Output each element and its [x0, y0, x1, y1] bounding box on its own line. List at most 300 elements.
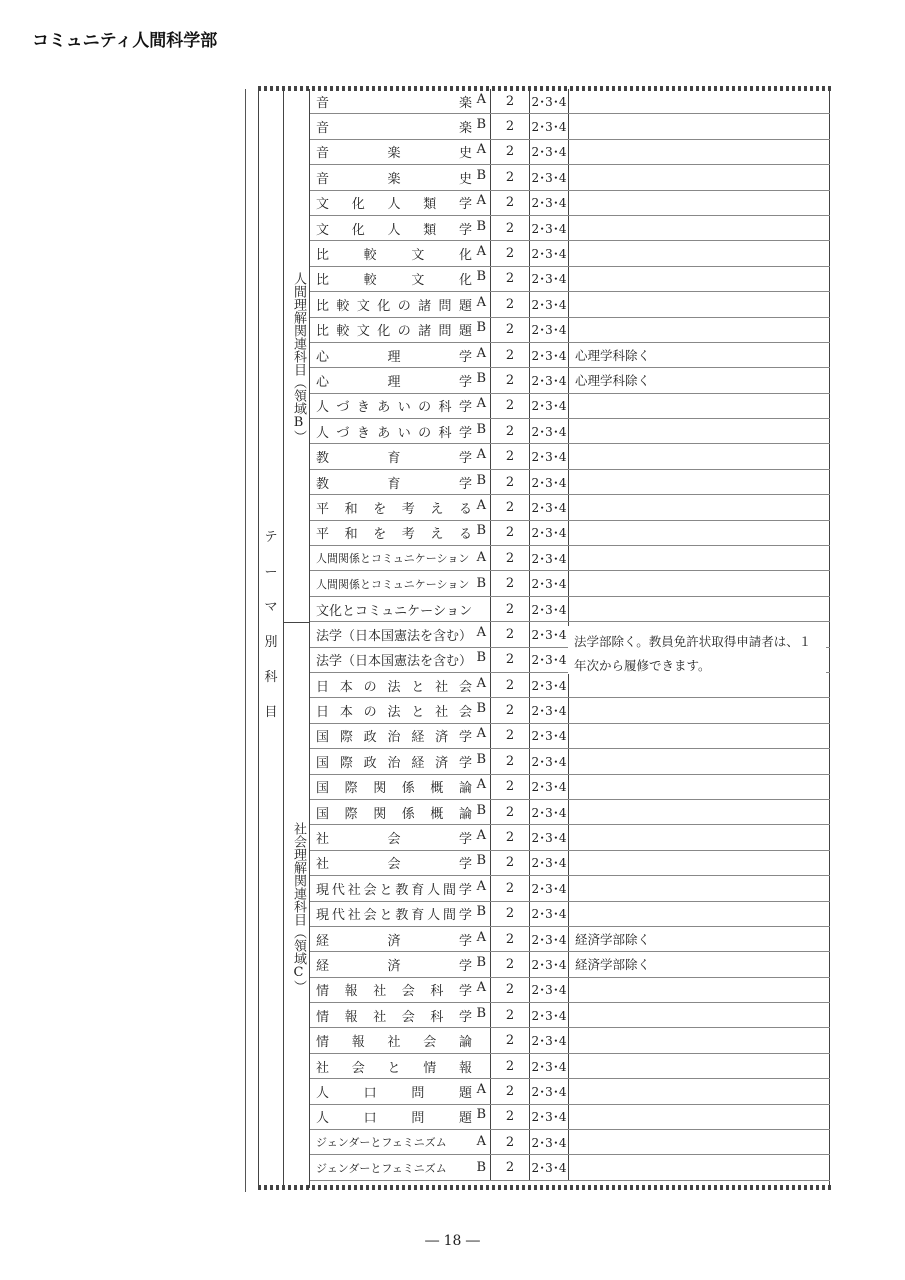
table-row: [310, 902, 830, 927]
course-name-part: 政: [363, 755, 377, 771]
note-cell: [568, 546, 830, 570]
years-cell: 2･3･4: [529, 622, 568, 646]
course-name-part: 会: [458, 705, 472, 721]
course-suffix: A: [476, 91, 486, 107]
table-row: [310, 1028, 830, 1053]
credits-cell: 2: [490, 191, 529, 215]
course-name-cell: [310, 1003, 490, 1027]
course-name-part: 際: [344, 781, 358, 797]
note-cell: [568, 470, 830, 494]
course-name-cell: [310, 267, 490, 291]
years-cell: 2･3･4: [529, 267, 568, 291]
credits-cell: 2: [490, 546, 529, 570]
course-name-part: 間: [443, 882, 457, 898]
table-row: [310, 444, 830, 469]
course-name-part: 較: [363, 248, 377, 264]
note-cell: [568, 571, 830, 595]
years-cell: 2･3･4: [529, 978, 568, 1002]
course-name-part: 学: [458, 476, 472, 492]
years-cell: 2･3･4: [529, 140, 568, 164]
years-cell: 2･3･4: [529, 902, 568, 926]
course-name-cell: [310, 140, 490, 164]
course-name-part: 比: [316, 248, 330, 264]
course-name-part: 題: [458, 324, 472, 340]
years-cell: 2･3･4: [529, 318, 568, 342]
course-suffix: B: [476, 904, 486, 920]
course-suffix: [472, 600, 486, 619]
table-row: [310, 749, 830, 774]
course-suffix: A: [476, 929, 486, 945]
course-suffix: B: [476, 523, 486, 539]
course-name-part: 教: [316, 451, 330, 467]
years-cell: 2･3･4: [529, 368, 568, 392]
note-cell: [568, 1054, 830, 1078]
course-name-part: 題: [458, 1085, 472, 1101]
course-name-part: 際: [339, 730, 353, 746]
course-name-part: の: [363, 705, 377, 721]
course-suffix: B: [476, 472, 486, 488]
course-suffix: A: [476, 777, 486, 793]
course-name-part: 経: [316, 958, 330, 974]
course-name-part: 社: [316, 1060, 330, 1076]
course-name-part: 学: [458, 933, 472, 949]
course-name-part: 日: [316, 705, 330, 721]
course-suffix: B: [476, 701, 486, 717]
course-name-cell: [310, 241, 490, 265]
course-name-part: 楽: [458, 121, 472, 137]
years-cell: 2･3･4: [529, 1028, 568, 1052]
theme-subjects-label: [259, 530, 283, 740]
credits-cell: 2: [490, 267, 529, 291]
course-name-cell: [310, 775, 490, 799]
course-name-part: 関: [373, 806, 387, 822]
group-b-label: 人間理解関連科目（領域B）: [291, 272, 306, 443]
table-row: [310, 775, 830, 800]
table-row: [310, 216, 830, 241]
years-cell: 2･3･4: [529, 851, 568, 875]
credits-cell: 2: [490, 698, 529, 722]
course-name-part: 楽: [387, 171, 401, 187]
course-name-part: ュ: [381, 603, 395, 619]
course-name-cell: [310, 1054, 490, 1078]
course-name-part: 問: [438, 298, 452, 314]
table-row: [310, 521, 830, 546]
years-cell: 2･3･4: [529, 648, 568, 672]
course-suffix: B: [476, 853, 486, 869]
note-cell: [568, 140, 830, 164]
course-name-part: 育: [411, 882, 425, 898]
table-row: [310, 495, 830, 520]
course-name-part: 口: [363, 1111, 377, 1127]
note-cell: [568, 825, 830, 849]
course-name-part: 本: [339, 705, 353, 721]
course-name-part: 情: [423, 1060, 437, 1076]
course-name-part: 人: [316, 400, 330, 416]
theme-label-char: マ: [264, 600, 278, 615]
course-name-part: 社: [316, 832, 330, 848]
years-cell: 2･3･4: [529, 495, 568, 519]
course-name-part: 類: [423, 222, 437, 238]
note-cell: 心理学科除く: [568, 368, 830, 392]
course-name-part: 学: [458, 222, 472, 238]
course-name-part: る: [458, 527, 472, 543]
course-name-part: 現: [316, 882, 330, 898]
years-cell: 2･3･4: [529, 191, 568, 215]
course-name-part: 社: [373, 1009, 387, 1025]
theme-column-divider: [283, 89, 284, 1188]
course-name-part: 学: [458, 857, 472, 873]
years-cell: 2･3･4: [529, 343, 568, 367]
years-cell: 2･3･4: [529, 444, 568, 468]
years-cell: 2･3･4: [529, 800, 568, 824]
course-suffix: A: [476, 828, 486, 844]
note-cell: [568, 216, 830, 240]
course-name-part: 科: [430, 1009, 444, 1025]
credits-cell: 2: [490, 673, 529, 697]
table-row: [310, 1054, 830, 1079]
course-name-cell: [310, 673, 490, 697]
course-name-part: コ: [355, 603, 369, 619]
course-name-part: 較: [336, 324, 350, 340]
course-name-part: 人: [387, 222, 401, 238]
table-row: [310, 800, 830, 825]
table-row: [310, 978, 830, 1003]
course-name-cell: [310, 343, 490, 367]
course-suffix: B: [476, 117, 486, 133]
course-name-part: 人: [316, 425, 330, 441]
course-name-part: 学: [458, 400, 472, 416]
course-name-part: 係: [401, 806, 415, 822]
course-name-cell: [310, 89, 490, 113]
course-name-part: ケ: [407, 603, 421, 619]
note-cell: [568, 902, 830, 926]
course-name-part: 化: [351, 222, 365, 238]
course-suffix: A: [476, 878, 486, 894]
table-row: [310, 597, 830, 622]
table-row: [310, 851, 830, 876]
course-name-cell: [310, 978, 490, 1002]
note-cell: [568, 1105, 830, 1129]
merged-note-law: 法学部除く。教員免許状取得申請者は、１年次から履修できます。: [568, 626, 826, 674]
note-cell: [568, 267, 830, 291]
note-cell: [568, 394, 830, 418]
note-cell: [568, 165, 830, 189]
theme-label-char: 科: [264, 670, 278, 685]
table-row: [310, 394, 830, 419]
note-cell: [568, 876, 830, 900]
course-suffix: A: [476, 447, 486, 463]
course-name-part: 文: [316, 603, 330, 619]
course-name-part: 人: [316, 1085, 330, 1101]
course-name-part: 諸: [418, 298, 432, 314]
note-cell: [568, 800, 830, 824]
years-cell: 2･3･4: [529, 952, 568, 976]
note-cell: 経済学部除く: [568, 927, 830, 951]
course-name-part: 会: [363, 908, 377, 924]
course-name-part: 国: [316, 806, 330, 822]
course-name-part: 社: [435, 679, 449, 695]
course-name-part: 音: [316, 171, 330, 187]
table-row: [310, 470, 830, 495]
course-name-part: 化: [351, 197, 365, 213]
course-suffix: B: [476, 1107, 486, 1123]
course-name-part: き: [356, 400, 370, 416]
course-suffix: A: [476, 675, 486, 691]
course-name-part: 論: [458, 1035, 472, 1051]
course-name-part: ミ: [368, 603, 382, 619]
years-cell: 2･3･4: [529, 825, 568, 849]
course-suffix: A: [476, 497, 486, 513]
course-name-part: 文: [356, 298, 370, 314]
course-name-part: 心: [316, 374, 330, 390]
years-cell: 2･3･4: [529, 1155, 568, 1179]
course-name-cell: [310, 902, 490, 926]
page-title: コミュニティ人間科学部: [32, 31, 218, 51]
course-name-part: 代: [331, 882, 345, 898]
course-name-cell: [310, 825, 490, 849]
course-name-cell: [310, 394, 490, 418]
course-name-part: 社: [435, 705, 449, 721]
years-cell: 2･3･4: [529, 1105, 568, 1129]
table-row: [310, 1155, 830, 1180]
note-cell: [568, 1079, 830, 1103]
course-name-part: の: [418, 400, 432, 416]
credits-cell: 2: [490, 1155, 529, 1179]
course-name-part: 報: [458, 1060, 472, 1076]
table-row: [310, 952, 830, 977]
course-name-part: 概: [430, 806, 444, 822]
years-cell: 2･3･4: [529, 571, 568, 595]
credits-cell: 2: [490, 648, 529, 672]
note-cell: [568, 749, 830, 773]
course-name-part: 報: [351, 1035, 365, 1051]
course-name-part: 学: [458, 349, 472, 365]
course-name-part: 学: [458, 832, 472, 848]
table-row: [310, 571, 830, 596]
course-name-part: 学: [458, 197, 472, 213]
credits-cell: 2: [490, 927, 529, 951]
credits-cell: 2: [490, 495, 529, 519]
course-suffix: A: [476, 550, 486, 566]
course-name-part: 考: [401, 501, 415, 517]
course-suffix: B: [476, 167, 486, 183]
course-name-part: ジェンダーとフェミニズム: [316, 1136, 447, 1150]
course-name-part: 会: [401, 1009, 415, 1025]
note-cell: [568, 1028, 830, 1052]
course-name-part: 会: [387, 832, 401, 848]
course-name-part: 本: [339, 679, 353, 695]
course-name-cell: [310, 521, 490, 545]
credits-cell: 2: [490, 165, 529, 189]
course-name-part: 学: [458, 882, 472, 898]
course-suffix: B: [476, 370, 486, 386]
course-name-part: 係: [401, 781, 415, 797]
course-name-cell: [310, 368, 490, 392]
table-row: [310, 292, 830, 317]
course-name-part: 現: [316, 908, 330, 924]
course-name-cell: [310, 622, 490, 646]
course-name-part: 会: [387, 857, 401, 873]
years-cell: 2･3･4: [529, 673, 568, 697]
course-suffix: A: [476, 726, 486, 742]
credits-cell: 2: [490, 216, 529, 240]
table-row: [310, 876, 830, 901]
note-cell: [568, 444, 830, 468]
course-name-part: づ: [336, 425, 350, 441]
course-name-part: 経: [411, 730, 425, 746]
table-row: [310, 343, 830, 368]
course-name-part: 会: [401, 984, 415, 1000]
course-name-part: ョ: [446, 603, 460, 619]
course-name-part: 政: [363, 730, 377, 746]
course-name-part: を: [373, 501, 387, 517]
course-name-part: 化: [377, 324, 391, 340]
note-cell: [568, 1155, 830, 1179]
course-name-cell: [310, 1155, 490, 1179]
course-name-part: 化: [458, 273, 472, 289]
note-cell: [568, 419, 830, 443]
years-cell: 2･3･4: [529, 546, 568, 570]
course-name-part: と: [387, 1060, 401, 1076]
course-name-cell: [310, 444, 490, 468]
course-suffix: A: [476, 396, 486, 412]
left-margin-rule: [245, 89, 246, 1192]
table-row: [310, 368, 830, 393]
course-suffix: [472, 1031, 486, 1050]
course-name-cell: [310, 1028, 490, 1052]
course-name-part: 科: [430, 984, 444, 1000]
course-name-part: 国: [316, 730, 330, 746]
note-cell: [568, 114, 830, 138]
course-name-part: 代: [331, 908, 345, 924]
course-name-cell: [310, 1079, 490, 1103]
course-name-part: 比: [316, 298, 330, 314]
theme-label-char: 目: [264, 705, 278, 720]
course-name-part: 口: [363, 1085, 377, 1101]
course-name-part: 報: [344, 984, 358, 1000]
course-name-part: 考: [401, 527, 415, 543]
course-name-cell: [310, 1105, 490, 1129]
course-name-part: 育: [411, 908, 425, 924]
years-cell: 2･3･4: [529, 89, 568, 113]
course-name-part: あ: [377, 425, 391, 441]
credits-cell: 2: [490, 368, 529, 392]
course-name-part: 会: [363, 882, 377, 898]
course-name-part: と: [411, 705, 425, 721]
course-name-part: 音: [316, 121, 330, 137]
course-name-part: 際: [344, 806, 358, 822]
course-name-part: 際: [339, 755, 353, 771]
course-suffix: A: [476, 624, 486, 640]
credits-cell: 2: [490, 394, 529, 418]
years-cell: 2･3･4: [529, 1003, 568, 1027]
years-cell: 2･3･4: [529, 724, 568, 748]
course-name-part: 報: [344, 1009, 358, 1025]
credits-cell: 2: [490, 571, 529, 595]
course-name-part: 会: [458, 679, 472, 695]
course-name-part: る: [458, 501, 472, 517]
course-name-cell: [310, 927, 490, 951]
course-name-part: 学: [458, 730, 472, 746]
course-name-part: ニ: [394, 603, 408, 619]
course-name-part: 人: [387, 197, 401, 213]
course-name-part: 人: [427, 882, 441, 898]
note-cell: [568, 89, 830, 113]
course-name-part: 学: [458, 425, 472, 441]
credits-cell: 2: [490, 749, 529, 773]
course-name-part: 日: [316, 679, 330, 695]
course-name-part: 概: [430, 781, 444, 797]
course-name-cell: [310, 724, 490, 748]
credits-cell: 2: [490, 521, 529, 545]
credits-cell: 2: [490, 1054, 529, 1078]
course-name-part: 文: [411, 248, 425, 264]
table-row: [310, 546, 830, 571]
credits-cell: 2: [490, 419, 529, 443]
years-cell: 2･3･4: [529, 1054, 568, 1078]
course-name-cell: [310, 216, 490, 240]
course-name-part: を: [373, 527, 387, 543]
credits-cell: 2: [490, 978, 529, 1002]
years-cell: 2･3･4: [529, 775, 568, 799]
course-name-part: 文: [356, 324, 370, 340]
course-suffix: [472, 1057, 486, 1076]
course-name-part: 学: [458, 451, 472, 467]
course-name-part: 間: [443, 908, 457, 924]
course-name-part: 法学（日本国憲法を含む）: [316, 628, 473, 644]
course-suffix: B: [476, 954, 486, 970]
course-name-part: 会: [351, 1060, 365, 1076]
theme-label-char: 別: [264, 635, 278, 650]
course-name-part: ー: [420, 603, 434, 619]
course-name-part: 治: [387, 730, 401, 746]
course-name-cell: [310, 597, 490, 621]
course-name-part: き: [356, 425, 370, 441]
course-suffix: B: [476, 421, 486, 437]
years-cell: 2･3･4: [529, 419, 568, 443]
years-cell: 2･3･4: [529, 1130, 568, 1154]
course-name-cell: [310, 495, 490, 519]
course-suffix: B: [476, 1159, 486, 1175]
course-name-part: 論: [458, 806, 472, 822]
course-suffix: B: [476, 1005, 486, 1021]
credits-cell: 2: [490, 1003, 529, 1027]
course-name-part: 国: [316, 781, 330, 797]
course-name-part: 法学（日本国憲法を含む）: [316, 654, 473, 670]
credits-cell: 2: [490, 775, 529, 799]
credits-cell: 2: [490, 876, 529, 900]
course-name-cell: [310, 571, 490, 595]
note-cell: [568, 495, 830, 519]
credits-cell: 2: [490, 1130, 529, 1154]
note-cell: [568, 724, 830, 748]
course-name-cell: [310, 470, 490, 494]
note-cell: [568, 775, 830, 799]
table-row: [310, 825, 830, 850]
course-name-part: 問: [411, 1085, 425, 1101]
course-name-part: 問: [411, 1111, 425, 1127]
years-cell: 2･3･4: [529, 521, 568, 545]
note-cell: 心理学科除く: [568, 343, 830, 367]
note-cell: [568, 191, 830, 215]
course-name-part: ン: [459, 603, 473, 619]
course-name-part: い: [397, 400, 411, 416]
course-name-part: 学: [458, 908, 472, 924]
course-name-part: 音: [316, 146, 330, 162]
course-name-cell: [310, 749, 490, 773]
course-suffix: A: [476, 980, 486, 996]
course-name-part: 済: [435, 730, 449, 746]
